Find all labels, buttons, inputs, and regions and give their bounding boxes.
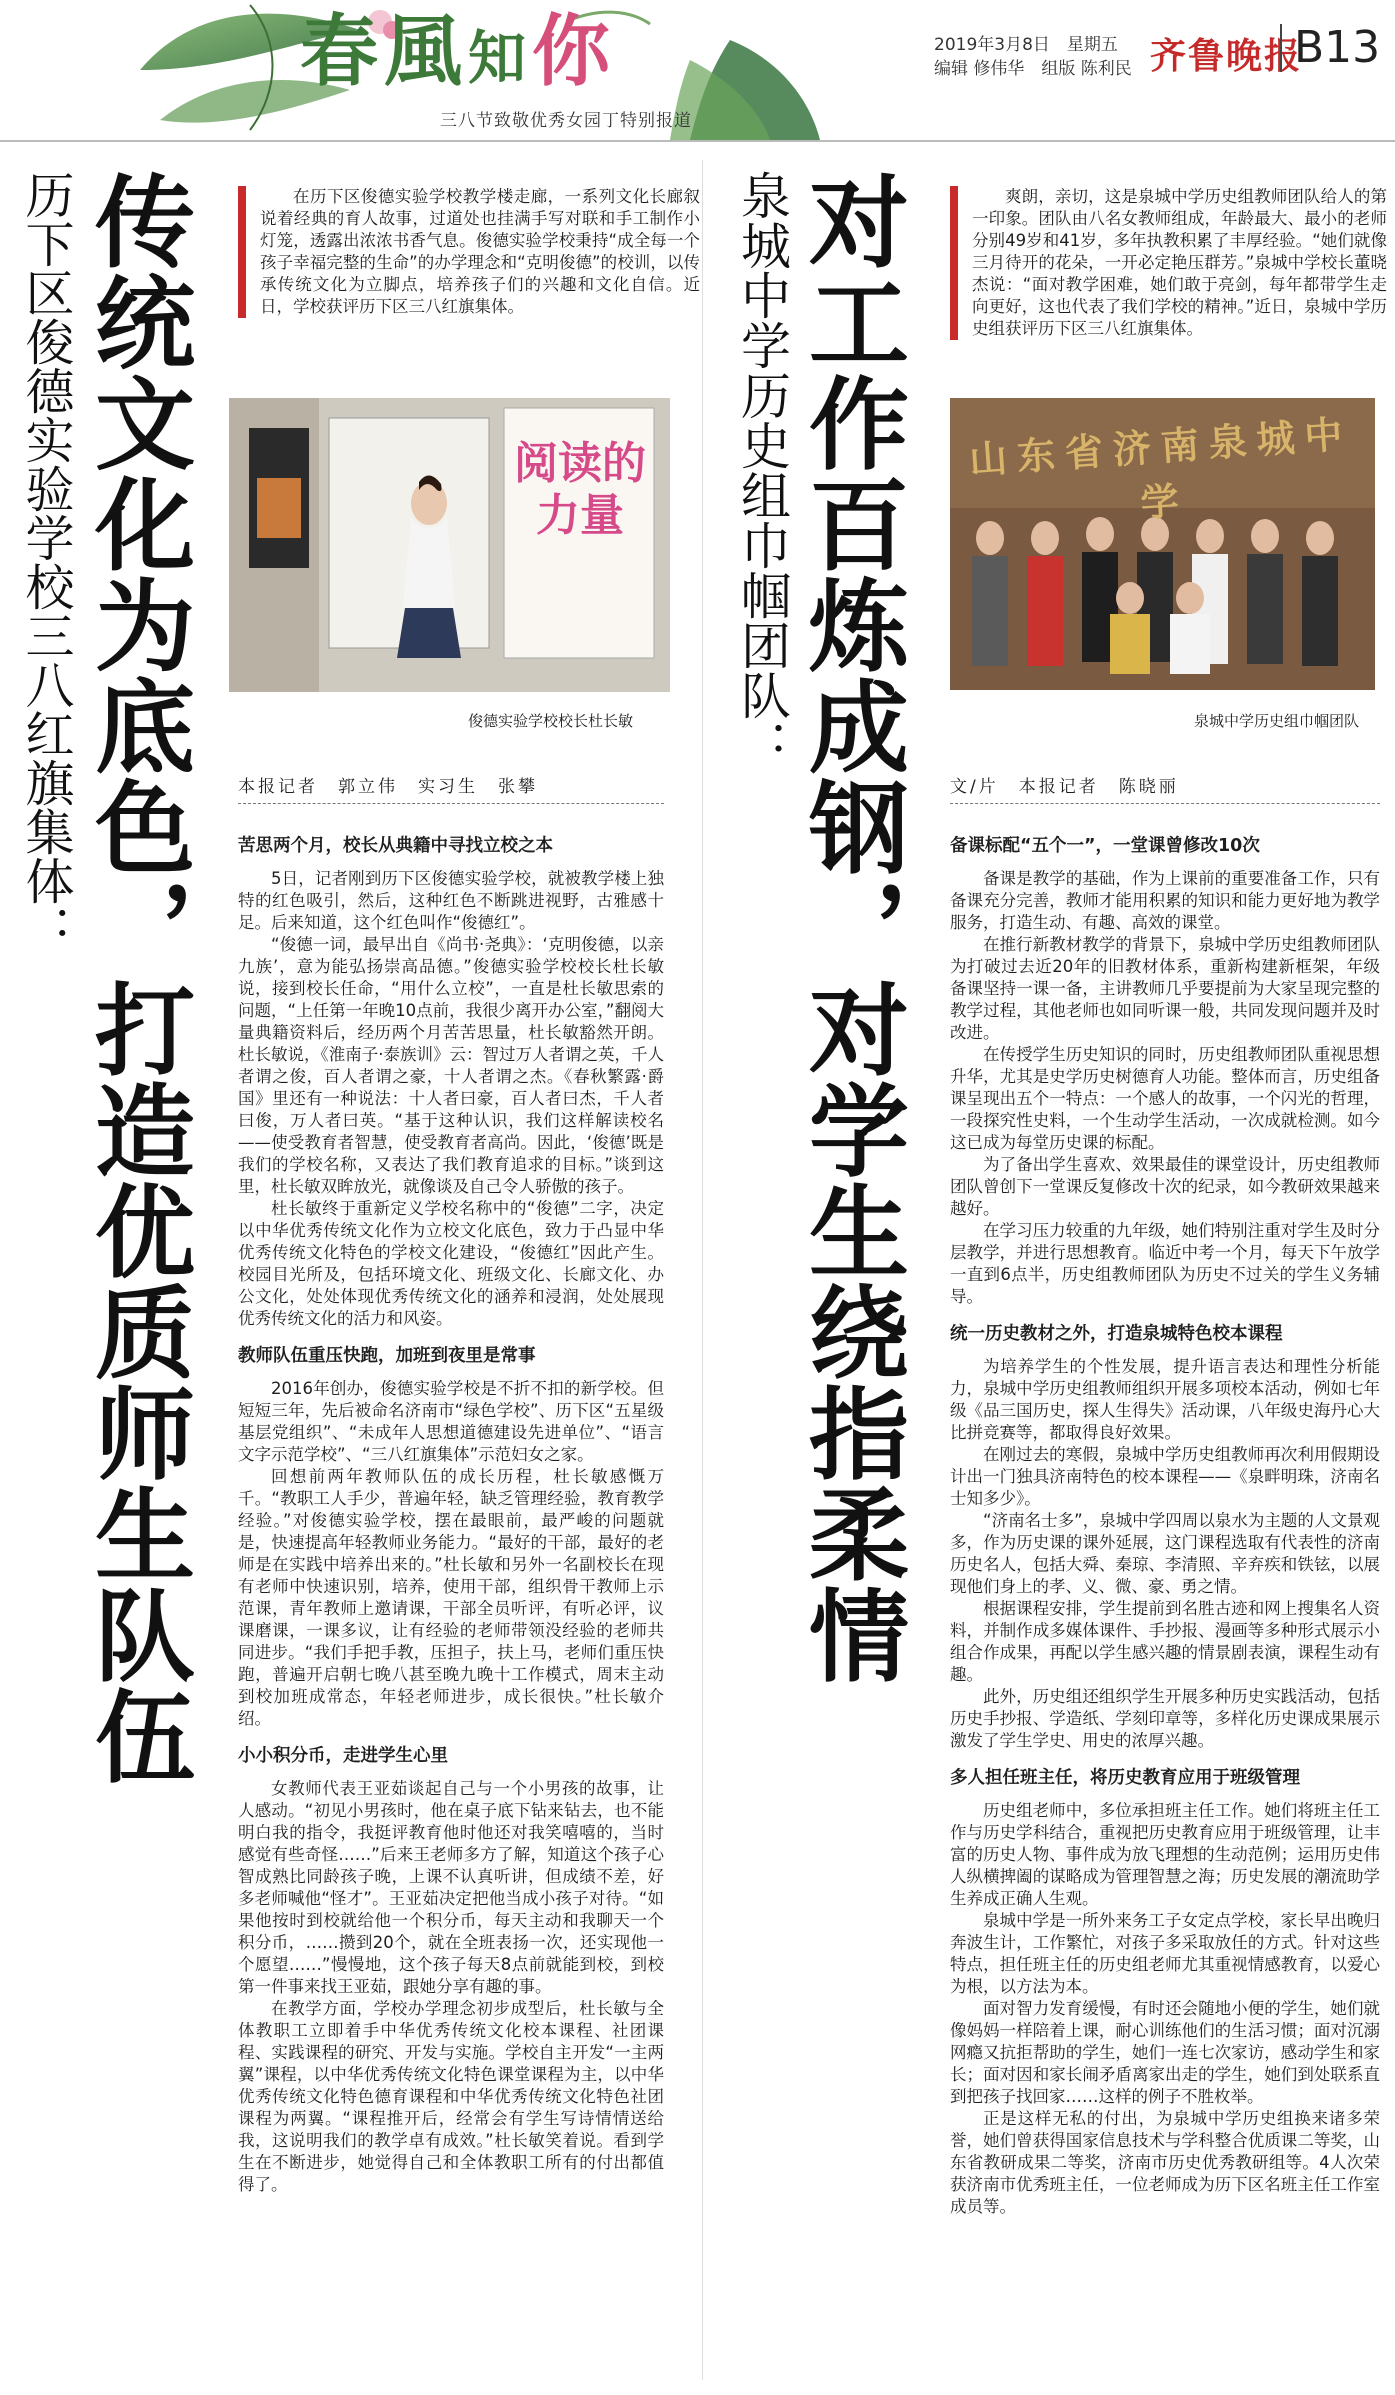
photo-banner-text: 阅读的力量 xyxy=(514,438,646,541)
body-paragraph: 正是这样无私的付出，为泉城中学历史组换来诸多荣誉，她们曾获得国家信息技术与学科整合优质课二等奖，山东省教研成果二等奖，济南市历史优秀教研组等。4人次荣获济南市优秀班主任，一位老师成为历下区名班主任工作室成员等。 xyxy=(950,2109,1380,2216)
column-divider xyxy=(702,160,703,2380)
article1-photo xyxy=(229,398,670,692)
article2-section-1 xyxy=(950,834,1380,1308)
article1-byline xyxy=(238,772,664,804)
article1-photo-caption: 俊德实验学校校长杜长敏 xyxy=(468,712,634,730)
header-divider xyxy=(0,140,1395,142)
banner-title: 春風知你 xyxy=(300,6,617,97)
body-paragraph: 在推行新教材教学的背景下，泉城中学历史组教师团队为打破过去近20年的旧教材体系，重新构建新框架，年级备课坚持一课一备，主讲教师几乎要提前为大家呈现完整的教学过程，其他老师也如同听课一般，共同发现问题并及时改进。 xyxy=(950,935,1380,1042)
article1-body xyxy=(238,820,664,2196)
page-header xyxy=(0,0,1395,148)
body-paragraph: 备课是教学的基础，作为上课前的重要准备工作，只有备课充分完善，教师才能用积累的知识和能力更好地为教学服务，打造生动、有趣、高效的课堂。 xyxy=(950,869,1380,932)
newspaper-logo: 齐鲁晚报 xyxy=(1150,35,1303,77)
section-heading: 多人担任班主任，将历史教育应用于班级管理 xyxy=(950,1768,1300,1788)
article1-section-3 xyxy=(238,1744,664,2196)
body-paragraph: 根据课程安排，学生提前到名胜古迹和网上搜集名人资料，并制作成多媒体课件、手抄报、漫画等多种形式展示小组合作成果，再配以学生感兴趣的情景剧表演，课程生动有趣。 xyxy=(950,1599,1380,1684)
body-paragraph: 泉城中学是一所外来务工子女定点学校，家长早出晚归奔波生计，工作繁忙，对孩子多采取放任的方式。针对这些特点，担任班主任的历史组老师尤其重视情感教育，以爱心为根，以方法为本。 xyxy=(950,1911,1380,1996)
article1-headline: 传统文化为底色，打造优质师生队伍 xyxy=(78,170,196,1786)
article1-lead-box xyxy=(238,186,700,318)
article2-byline-text: 文/片 本报记者 陈晓丽 xyxy=(950,772,1380,804)
article2-lead-box xyxy=(950,186,1387,340)
section-heading: 统一历史教材之外，打造泉城特色校本课程 xyxy=(950,1324,1283,1344)
body-paragraph: 在传授学生历史知识的同时，历史组教师团队重视思想升华，尤其是史学历史树德育人功能。整体而言，历史组备课呈现出五个一特点：一个感人的故事，一个闪光的哲理，一段探究性史料，一个生动学生活动，一次成就检测。如今这已成为每堂历史课的标配。 xyxy=(950,1045,1380,1152)
article1-lead: 在历下区俊德实验学校教学楼走廊，一系列文化长廊叙说着经典的育人故事，过道处也挂满手写对联和手工制作小灯笼，透露出浓浓书香气息。俊德实验学校秉持“成全每一个孩子幸福完整的生命”的办学理念和“克明俊德”的校训，以传承传统文化为立脚点，培养孩子们的兴趣和文化自信。近日，学校获评历下区三八红旗集体。 xyxy=(260,187,700,316)
body-paragraph: 在刚过去的寒假，泉城中学历史组教师再次利用假期设计出一门独具济南特色的校本课程——《泉畔明珠，济南名士知多少》。 xyxy=(950,1445,1380,1508)
article1-subheadline: 历下区俊德实验学校三八红旗集体： xyxy=(18,170,75,954)
article2-section-3 xyxy=(950,1766,1380,2218)
body-paragraph: “俊德一词，最早出自《尚书·尧典》：‘克明俊德，以亲九族’，意为能弘扬崇高品德。”俊德实验学校校长杜长敏说，接到校长任命，“用什么立校”，一直是杜长敏思索的问题，“上任第一年晚10点前，我很少离开办公室，”翻阅大量典籍资料后，经历两个月苦苦思量，杜长敏豁然开朗。杜长敏说，《淮南子·泰族训》云：智过万人者谓之英，千人者谓之俊，百人者谓之豪，十人者谓之杰。《春秋繁露·爵国》里还有一种说法：十人者曰豪，百人者曰杰，千人者曰俊，万人者曰英。“基于这种认识，我们这样解读校名——使受教育者智慧，使受教育者高尚。因此，‘俊德’既是我们的学校名称，又表达了我们教育追求的目标。”谈到这里，杜长敏双眸放光，就像谈及自己令人骄傲的孩子。 xyxy=(238,935,664,1196)
photo-banner-text: 山东省济南泉城中学 xyxy=(967,410,1354,526)
section-heading: 苦思两个月，校长从典籍中寻找立校之本 xyxy=(238,836,553,856)
article2-headline: 对工作百炼成钢，对学生绕指柔情 xyxy=(792,170,910,1685)
article2-subheadline: 泉城中学历史组巾帼团队： xyxy=(733,170,791,770)
body-paragraph: 历史组老师中，多位承担班主任工作。她们将班主任工作与历史学科结合，重视把历史教育应用于班级管理，让丰富的历史人物、事件成为放飞理想的生动范例；运用历史伟人纵横捭阖的谋略成为管理智慧之海；历史发展的潮流助学生养成正确人生观。 xyxy=(950,1801,1380,1908)
body-paragraph: “济南名士多”，泉城中学四周以泉水为主题的人文景观多，作为历史课的课外延展，这门课程选取有代表性的济南历史名人，包括大舜、秦琼、李清照、辛弃疾和铁铉，以展现他们身上的孝、义、微、豪、勇之情。 xyxy=(950,1511,1380,1596)
body-paragraph: 面对智力发育缓慢，有时还会随地小便的学生，她们就像妈妈一样陪着上课，耐心训练他们的生活习惯；面对沉溺网瘾又抗拒帮助的学生，她们一连七次家访，感动学生和家长；面对因和家长闹矛盾离家出走的学生，她们到处联系直到把孩子找回家……这样的例子不胜枚举。 xyxy=(950,1999,1380,2106)
article1-byline-text: 本报记者 郭立伟 实习生 张攀 xyxy=(238,772,664,804)
article2-photo xyxy=(950,398,1375,690)
article1-section-1 xyxy=(238,834,664,1330)
body-paragraph: 在学习压力较重的九年级，她们特别注重对学生及时分层教学，并进行思想教育。临近中考一个月，每天下午放学一直到6点半，历史组教师团队为历史不过关的学生义务辅导。 xyxy=(950,1221,1380,1306)
article2-section-2 xyxy=(950,1322,1380,1752)
article1-section-2 xyxy=(238,1344,664,1730)
section-heading: 备课标配“五个一”，一堂课曾修改10次 xyxy=(950,836,1260,856)
body-paragraph: 5日，记者刚到历下区俊德实验学校，就被教学楼上独特的红色吸引，然后，这种红色不断跳进视野，古雅感十足。后来知道，这个红色叫作“俊德红”。 xyxy=(238,869,664,932)
editor-credits: 编辑 修伟华 组版 陈利民 xyxy=(934,59,1132,79)
section-heading: 小小积分币，走进学生心里 xyxy=(238,1746,448,1766)
body-paragraph: 女教师代表王亚茹谈起自己与一个小男孩的故事，让人感动。“初见小男孩时，他在桌子底下钻来钻去，也不能明白我的指令，我挺评教育他时他还对我笑嘻嘻的，当时感觉有些奇怪……”后来王老师多方了解，知道这个孩子心智成熟比同龄孩子晚，上课不认真听讲，但成绩不差，好多老师喊他“怪才”。王亚茹决定把他当成小孩子对待。“如果他按时到校就给他一个积分币，每天主动和我聊天一个积分币，……攒到20个，就在全班表扬一次，还实现他一个愿望……”慢慢地，这个孩子每天8点前就能到校，到校第一件事来找王亚茹，跟她分享有趣的事。 xyxy=(238,1779,664,1996)
article2-byline xyxy=(950,772,1380,804)
body-paragraph: 为了备出学生喜欢、效果最佳的课堂设计，历史组教师团队曾创下一堂课反复修改十次的纪录，如今教研效果越来越好。 xyxy=(950,1155,1380,1218)
section-heading: 教师队伍重压快跑，加班到夜里是常事 xyxy=(238,1346,536,1366)
body-paragraph: 回想前两年教师队伍的成长历程，杜长敏感慨万千。“教职工人手少，普遍年轻，缺乏管理经验，教育教学经验。”对俊德实验学校，摆在最眼前，最严峻的问题就是，快速提高年轻教师业务能力。“最好的干部，最好的老师是在实践中培养出来的。”杜长敏和另外一名副校长在现有老师中快速识别，培养，使用干部，组织骨干教师上示范课，青年教师上邀请课，干部全员听评，有听必评，议课磨课，一课多议，让有经验的老师带领没经验的老师共同进步。“我们手把手教，压担子，扶上马，老师们重压快跑，普遍开启朝七晚八甚至晚九晚十工作模式，周末主动到校加班成常态，年轻老师进步，成长很快。”杜长敏介绍。 xyxy=(238,1467,664,1728)
body-paragraph: 在教学方面，学校办学理念初步成型后，杜长敏与全体教职工立即着手中华优秀传统文化校本课程、社团课程、实践课程的研究、开发与实施。学校自主开发“一主两翼”课程，以中华优秀传统文化特色课堂课程为主，以中华优秀传统文化特色德育课程和中华优秀传统文化特色社团课程为两翼。“课程推开后，经常会有学生写诗情情送给我，这说明我们的教学卓有成效。”杜长敏笑着说。看到学生在不断进步，她觉得自己和全体教职工所有的付出都值得了。 xyxy=(238,1999,664,2194)
body-paragraph: 杜长敏终于重新定义学校名称中的“俊德”二字，决定以中华优秀传统文化作为立校文化底色，致力于凸显中华优秀传统文化特色的学校文化建设，“俊德红”因此产生。校园目光所及，包括环境文化、班级文化、长廊文化、办公文化，处处体现优秀传统文化的涵养和浸润，处处展现优秀传统文化的活力和风姿。 xyxy=(238,1199,664,1328)
body-paragraph: 为培养学生的个性发展，提升语言表达和理性分析能力，泉城中学历史组教师组织开展多项校本活动，例如七年级《品三国历史，探人生得失》活动课，八年级史海丹心大比拼竞赛等，都取得良好效果。 xyxy=(950,1357,1380,1442)
body-paragraph: 此外，历史组还组织学生开展多种历史实践活动，包括历史手抄报、学造纸、学刻印章等，多样化历史课成果展示激发了学生学史、用史的浓厚兴趣。 xyxy=(950,1687,1380,1750)
banner-subtitle: 三八节致敬优秀女园丁特别报道 xyxy=(440,111,692,131)
article2-body xyxy=(950,820,1380,2218)
body-paragraph: 2016年创办，俊德实验学校是不折不扣的新学校。但短短三年，先后被命名济南市“绿色学校”、历下区“五星级基层党组织”、“未成年人思想道德建设先进单位”、“语言文字示范学校”、“三八红旗集体”示范妇女之家。 xyxy=(238,1379,664,1464)
article2-photo-caption: 泉城中学历史组巾帼团队 xyxy=(1194,712,1360,730)
issue-date: 2019年3月8日 星期五 xyxy=(934,35,1118,55)
page-number: B13 xyxy=(1280,24,1380,72)
article2-lead: 爽朗，亲切，这是泉城中学历史组教师团队给人的第一印象。团队由八名女教师组成，年龄最大、最小的老师分别49岁和41岁，多年执教积累了丰厚经验。“她们就像三月待开的花朵，一开必定艳压群芳。”泉城中学校长董晓杰说：“面对教学困难，她们敢于亮剑，每年都带学生走向更好，这也代表了我们学校的精神。”近日，泉城中学历史组获评历下区三八红旗集体。 xyxy=(972,187,1387,338)
